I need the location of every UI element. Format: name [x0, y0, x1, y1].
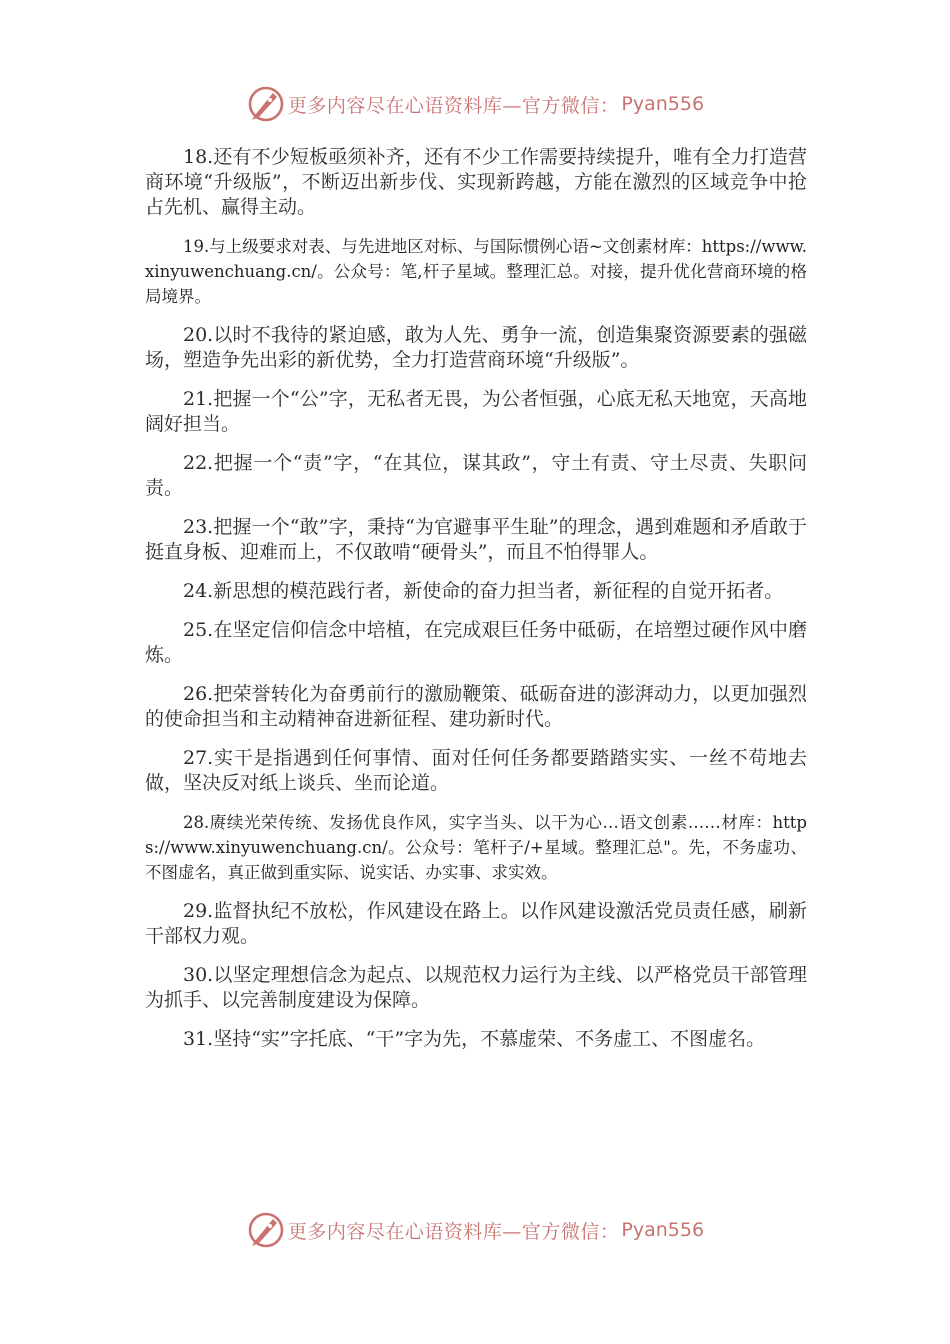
- paragraph: 27.实干是指遇到任何事情、面对任何任务都要踏踏实实、一丝不苟地去做，坚决反对纸上谈兵、坐而论道。: [145, 747, 807, 794]
- pen-nib-circle-icon: [246, 1210, 286, 1250]
- paragraph: 20.以时不我待的紧迫感，敢为人先、勇争一流，创造集聚资源要素的强磁场，塑造争先出彩的新优势，全力打造营商环境“升级版”。: [145, 324, 807, 371]
- banner-text: 更多内容尽在心语资料库—官方微信：: [287, 1220, 620, 1243]
- document-body: [145, 145, 807, 1066]
- paragraph: 22.把握一个“责”字，“在其位，谋其政”，守土有责、守土尽责、失职问责。: [145, 452, 807, 499]
- footer-banner: [0, 1210, 950, 1250]
- paragraph: 25.在坚定信仰信念中培植，在完成艰巨任务中砥砺，在培塑过硬作风中磨炼。: [145, 619, 807, 666]
- banner-wechat-id: Pyan556: [621, 1219, 705, 1241]
- paragraph: 24.新思想的模范践行者，新使命的奋力担当者，新征程的自觉开拓者。: [183, 580, 784, 602]
- paragraph: 18.还有不少短板亟须补齐，还有不少工作需要持续提升，唯有全力打造营商环境“升级版”，不断迈出新步伐、实现新跨越，方能在激烈的区域竞争中抢占先机、赢得主动。: [145, 146, 807, 218]
- banner-wechat-id: Pyan556: [621, 93, 705, 115]
- paragraph: 28.赓续光荣传统、发扬优良作风，实字当头、以干为心…语文创素……材库：https://www.xinyuwenchuang.cn/。公众号：笔杆子/+星域。整理汇总"。先，不务虚功、不图虚名，真正做到重实际、说实话、办实事、求实效。: [145, 813, 807, 882]
- header-banner: [0, 84, 950, 124]
- paragraph: 21.把握一个“公”字，无私者无畏，为公者恒强，心底无私天地宽，天高地阔好担当。: [145, 388, 807, 435]
- paragraph: 19.与上级要求对表、与先进地区对标、与国际惯例心语~文创素材库：https://www.xinyuwenchuang.cn/。公众号：笔,杆子星域。整理汇总。对接，提升优化营商环境的格局境界。: [145, 237, 807, 306]
- banner-text: 更多内容尽在心语资料库—官方微信：: [287, 94, 620, 117]
- pen-nib-circle-icon: [246, 84, 286, 124]
- paragraph: 26.把荣誉转化为奋勇前行的激励鞭策、砥砺奋进的澎湃动力，以更加强烈的使命担当和主动精神奋进新征程、建功新时代。: [145, 683, 807, 730]
- paragraph: 30.以坚定理想信念为起点、以规范权力运行为主线、以严格党员干部管理为抓手、以完善制度建设为保障。: [145, 964, 807, 1011]
- paragraph: 31.坚持“实”字托底、“干”字为先，不慕虚荣、不务虚工、不图虚名。: [183, 1028, 766, 1050]
- paragraph: 23.把握一个“敢”字，秉持“为官避事平生耻”的理念，遇到难题和矛盾敢于挺直身板、迎难而上，不仅敢啃“硬骨头”，而且不怕得罪人。: [145, 516, 807, 563]
- paragraph: 29.监督执纪不放松，作风建设在路上。以作风建设激活党员责任感，刷新干部权力观。: [145, 900, 807, 947]
